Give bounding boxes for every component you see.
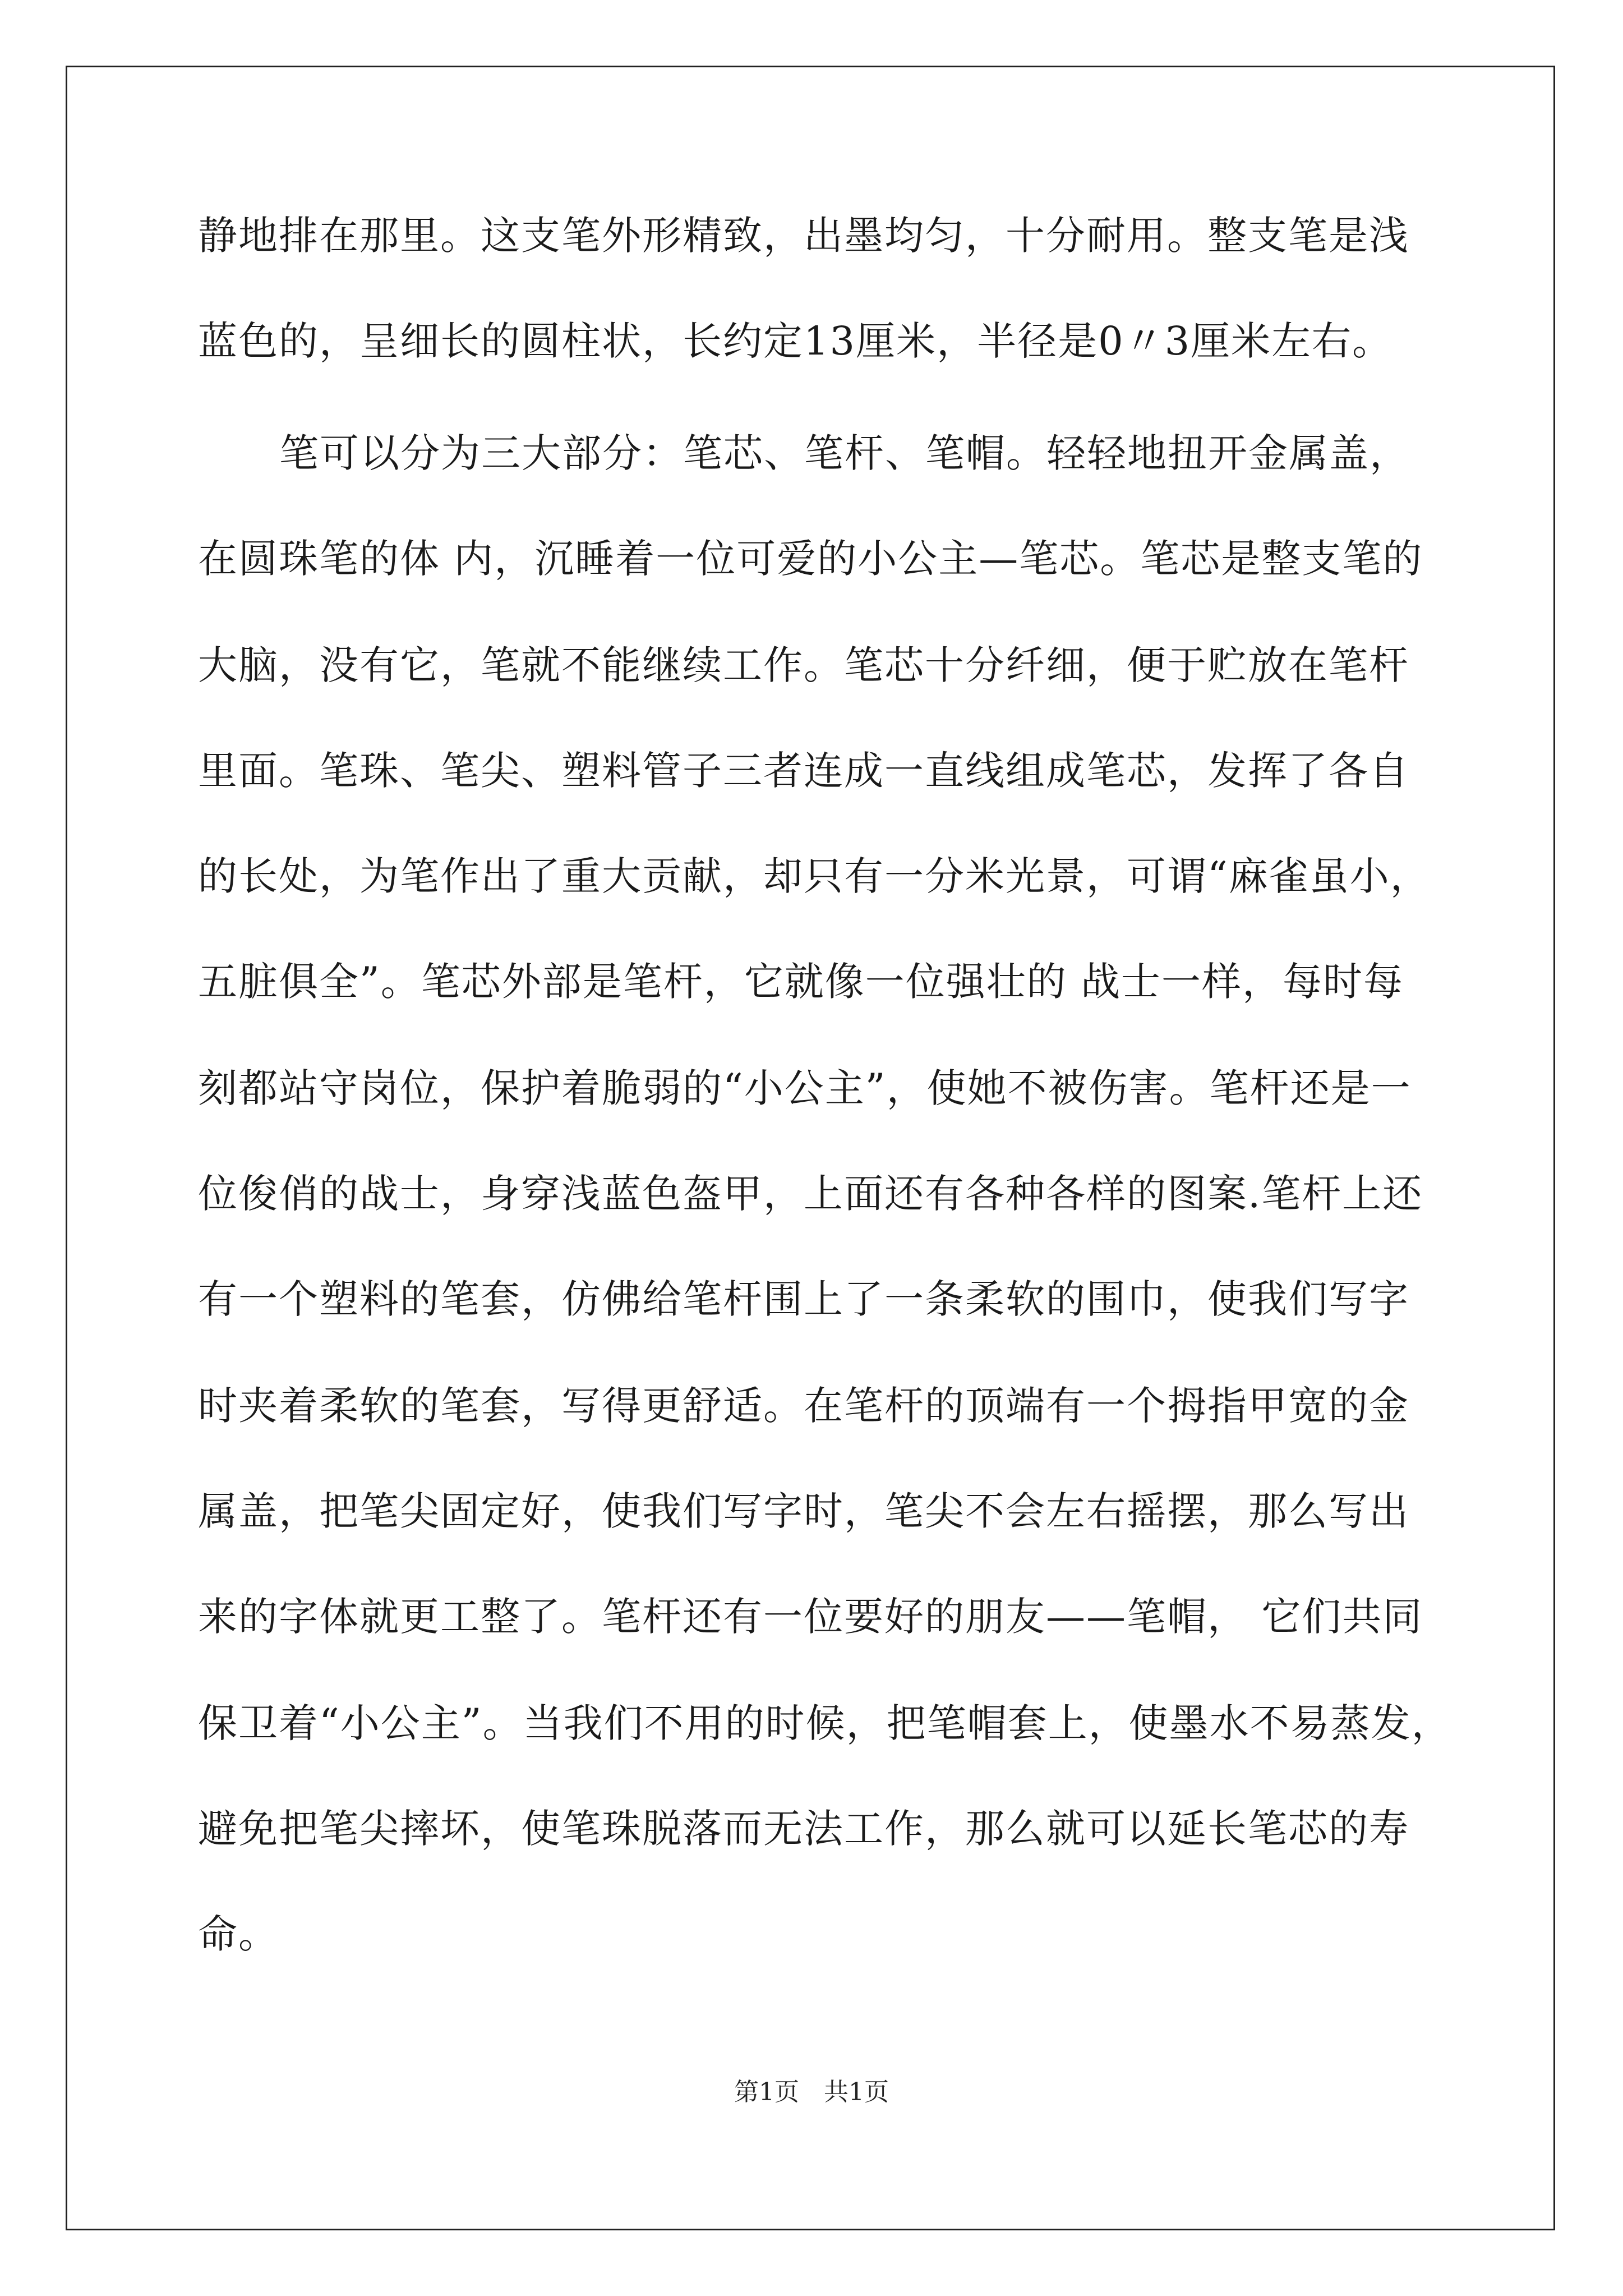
text-line: 属盖，把笔尖固定好，使我们写字时，笔尖不会左右摇摆，那么写出 xyxy=(198,1488,1409,1534)
text-line: 刻都站守岗位，保护着脆弱的“小公主”，使她不被伤害。笔杆还是一 xyxy=(198,1065,1412,1111)
text-line: 五脏俱全”。笔芯外部是笔杆，它就像一位强壮的 战士一样，每时每 xyxy=(198,959,1404,1005)
text-line: 避免把笔尖摔坏，使笔珠脱落而无法工作，那么就可以延长笔芯的寿 xyxy=(198,1806,1409,1852)
text-line: 蓝色的，呈细长的圆柱状，长约定13厘米，半径是0〃3厘米左右。 xyxy=(198,318,1393,364)
page-number-footer: 第1页 共1页 xyxy=(734,2078,889,2106)
page-border xyxy=(66,66,1555,2230)
text-line: 来的字体就更工整了。笔杆还有一位要好的朋友——笔帽， 它们共同 xyxy=(198,1594,1423,1640)
text-line: 的长处，为笔作出了重大贡献，却只有一分米光景，可谓“麻雀虽小， xyxy=(198,853,1431,899)
text-line: 保卫着“小公主”。当我们不用的时候，把笔帽套上，使墨水不易蒸发， xyxy=(198,1700,1452,1746)
text-line: 有一个塑料的笔套，仿佛给笔杆围上了一条柔软的围巾，使我们写字 xyxy=(198,1276,1409,1322)
text-line: 在圆珠笔的体 内，沉睡着一位可爱的小公主—笔芯。笔芯是整支笔的 xyxy=(198,536,1423,582)
text-line: 静地排在那里。这支笔外形精致，出墨均匀，十分耐用。整支笔是浅 xyxy=(198,213,1409,259)
text-line: 命。 xyxy=(198,1911,279,1957)
text-line: 里面。笔珠、笔尖、塑料管子三者连成一直线组成笔芯，发挥了各自 xyxy=(198,748,1409,794)
text-line: 大脑，没有它，笔就不能继续工作。笔芯十分纤细，便于贮放在笔杆 xyxy=(198,642,1409,688)
text-line: 时夹着柔软的笔套，写得更舒适。在笔杆的顶端有一个拇指甲宽的金 xyxy=(198,1383,1409,1429)
text-line: 笔可以分为三大部分：笔芯、笔杆、笔帽。轻轻地扭开金属盖， xyxy=(279,430,1410,476)
text-line: 位俊俏的战士，身穿浅蓝色盔甲，上面还有各种各样的图案.笔杆上还 xyxy=(198,1171,1423,1217)
